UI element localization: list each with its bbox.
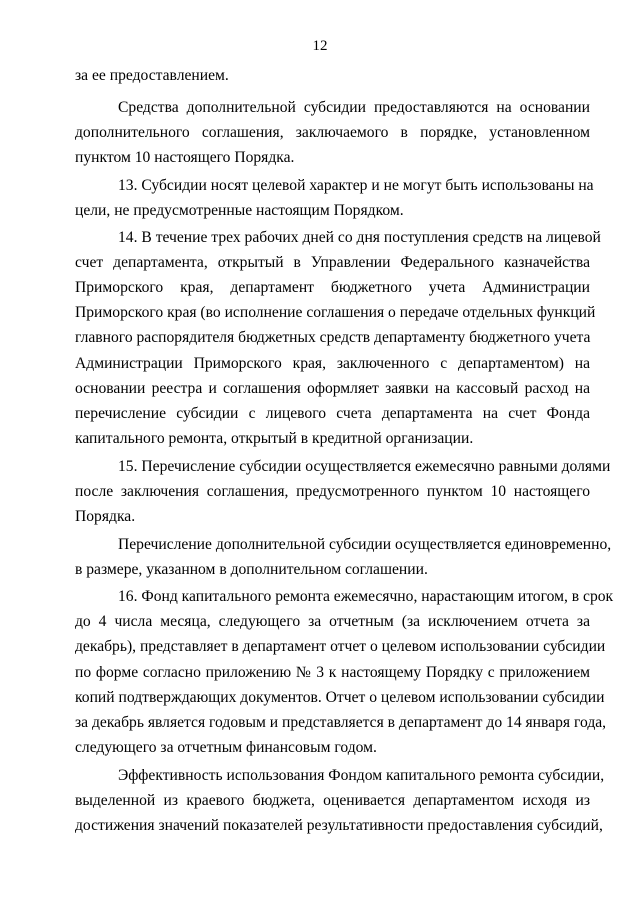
- text-line: дополнительного соглашения, заключаемого в порядке, установленном: [75, 124, 590, 141]
- text-line: главного распорядителя бюджетных средств департаменту бюджетного учета: [75, 329, 591, 346]
- text-line: после заключения соглашения, предусмотренного пунктом 10 настоящего: [75, 483, 590, 500]
- text-line: достижения значений показателей результативности предоставления субсидий,: [75, 817, 603, 834]
- text-line: Перечисление дополнительной субсидии осуществляется единовременно,: [118, 536, 612, 553]
- text-line: за декабрь является годовым и представляется в департамент до 14 января года,: [75, 714, 607, 731]
- text-line: декабрь), представляет в департамент отчет о целевом использовании субсидии: [75, 638, 606, 655]
- text-line: Эффективность использования Фондом капитального ремонта субсидии,: [118, 767, 605, 784]
- text-line: в размере, указанном в дополнительном соглашении.: [75, 561, 428, 578]
- text-line: 14. В течение трех рабочих дней со дня поступления средств на лицевой: [118, 229, 601, 246]
- text-line: 16. Фонд капитального ремонта ежемесячно, нарастающим итогом, в срок: [118, 588, 614, 605]
- text-line: перечисление субсидии с лицевого счета департамента на счет Фонда: [75, 405, 590, 422]
- text-line: цели, не предусмотренные настоящим Порядком.: [75, 202, 404, 219]
- text-line: выделенной из краевого бюджета, оценивается департаментом исходя из: [75, 792, 590, 809]
- text-line: Администрации Приморского края, заключенного с департаментом) на: [75, 355, 590, 372]
- text-line: счет департамента, открытый в Управлении Федерального казначейства: [75, 254, 590, 271]
- text-line: Приморского края, департамент бюджетного учета Администрации: [75, 279, 590, 296]
- text-line: основании реестра и соглашения оформляет заявки на кассовый расход на: [75, 380, 590, 397]
- page-number: 12: [312, 38, 328, 54]
- text-line: 15. Перечисление субсидии осуществляется ежемесячно равными долями: [118, 458, 611, 475]
- text-line: за ее предоставлением.: [75, 67, 229, 84]
- text-line: 13. Субсидии носят целевой характер и не могут быть использованы на: [118, 177, 594, 194]
- text-line: Приморского края (во исполнение соглашения о передаче отдельных функций: [75, 304, 596, 321]
- text-line: пунктом 10 настоящего Порядка.: [75, 149, 295, 166]
- text-line: следующего за отчетным финансовым годом.: [75, 739, 377, 756]
- text-line: до 4 числа месяца, следующего за отчетным (за исключением отчета за: [75, 613, 590, 630]
- text-line: копий подтверждающих документов. Отчет о целевом использовании субсидии: [75, 689, 605, 706]
- text-line: Средства дополнительной субсидии предоставляются на основании: [118, 99, 590, 116]
- text-line: капитального ремонта, открытый в кредитной организации.: [75, 430, 474, 447]
- text-line: Порядка.: [75, 508, 136, 525]
- text-line: по форме согласно приложению № 3 к настоящему Порядку с приложением: [75, 664, 590, 681]
